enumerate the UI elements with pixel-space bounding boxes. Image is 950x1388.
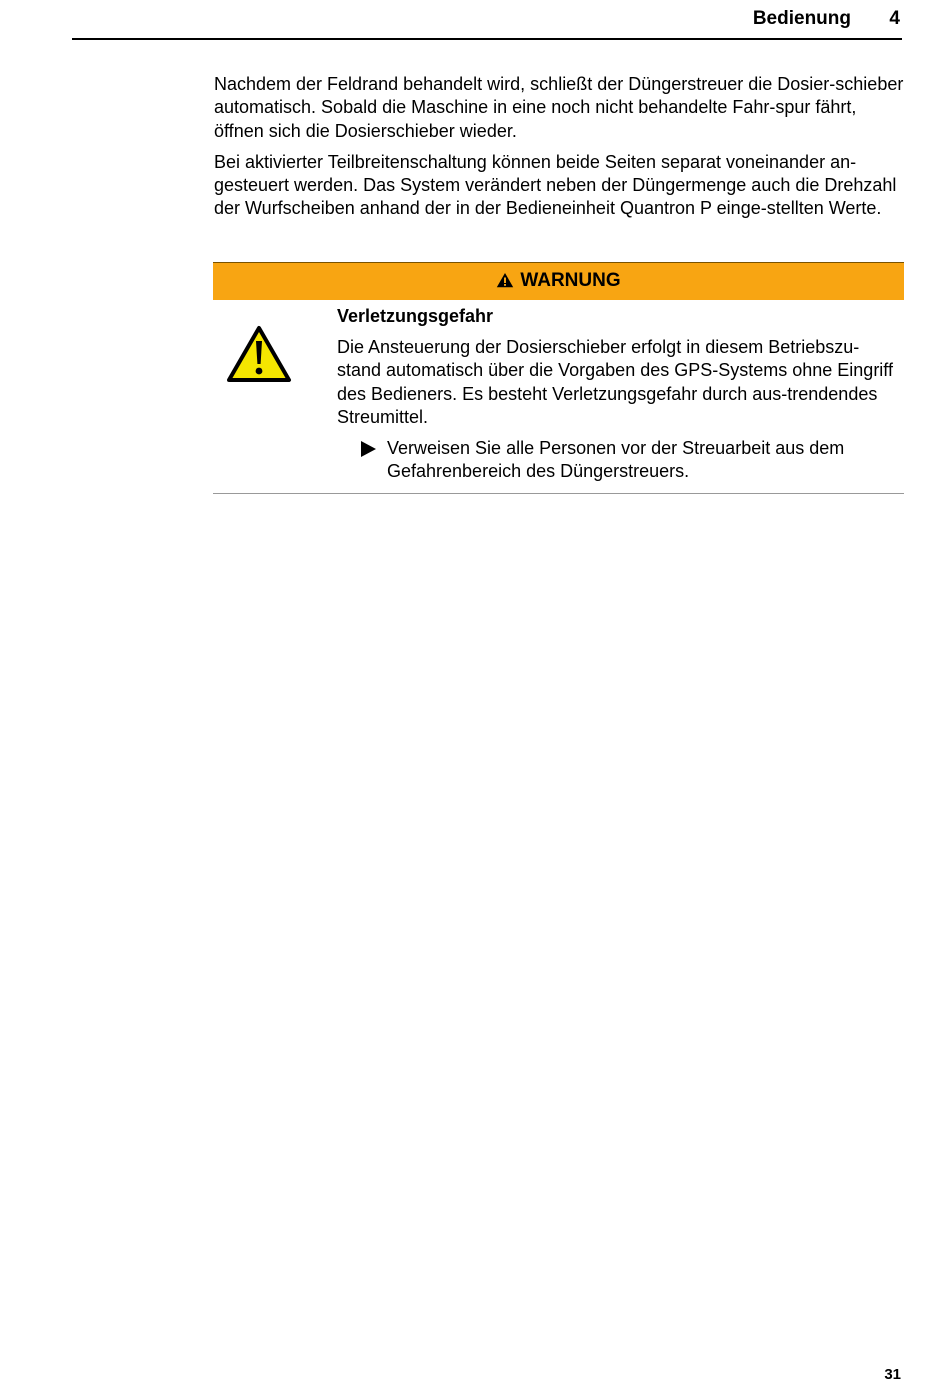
warning-heading: Verletzungsgefahr [337, 306, 494, 326]
warning-bar [213, 263, 904, 300]
paragraph: Bei aktivierter Teilbreitenschaltung können beide Seiten separat voneinander an-gesteuert werden. Das System verändert neben der Düngermenge auch die Drehzahl der Wurfscheiben anhand der in der Bedieneinheit Quantron P einge-stellten Werte. [214, 151, 897, 219]
warning-description: Die Ansteuerung der Dosierschieber erfolgt in diesem Betriebszu-stand automatisch über die Vorgaben des GPS-Systems ohne Eingriff des Bedieners. Es besteht Verletzungsgefahr durch aus-trendendes Streumittel. [337, 337, 893, 427]
header-title: Bedienung [752, 8, 851, 29]
warning-body [213, 300, 904, 494]
warning-label: WARNUNG [520, 270, 621, 291]
warning-symbol-icon [225, 324, 293, 389]
chapter-number: 4 [889, 8, 900, 29]
page-number: 31 [884, 1366, 901, 1383]
instruction-item [337, 437, 900, 484]
body-text [214, 73, 904, 229]
warning-triangle-icon [496, 272, 514, 288]
paragraph: Nachdem der Feldrand behandelt wird, schließt der Düngerstreuer die Dosier-schieber automatisch. Sobald die Maschine in eine noch nicht behandelte Fahr-spur fährt, öffnen sich die Dosierschieber wieder. [214, 74, 904, 141]
arrow-right-icon [361, 441, 376, 457]
instruction-text: Verweisen Sie alle Personen vor der Streuarbeit aus dem Gefahrenbereich des Düngerstreuers. [387, 438, 845, 482]
warning-box [213, 262, 904, 494]
page-header [72, 0, 902, 40]
